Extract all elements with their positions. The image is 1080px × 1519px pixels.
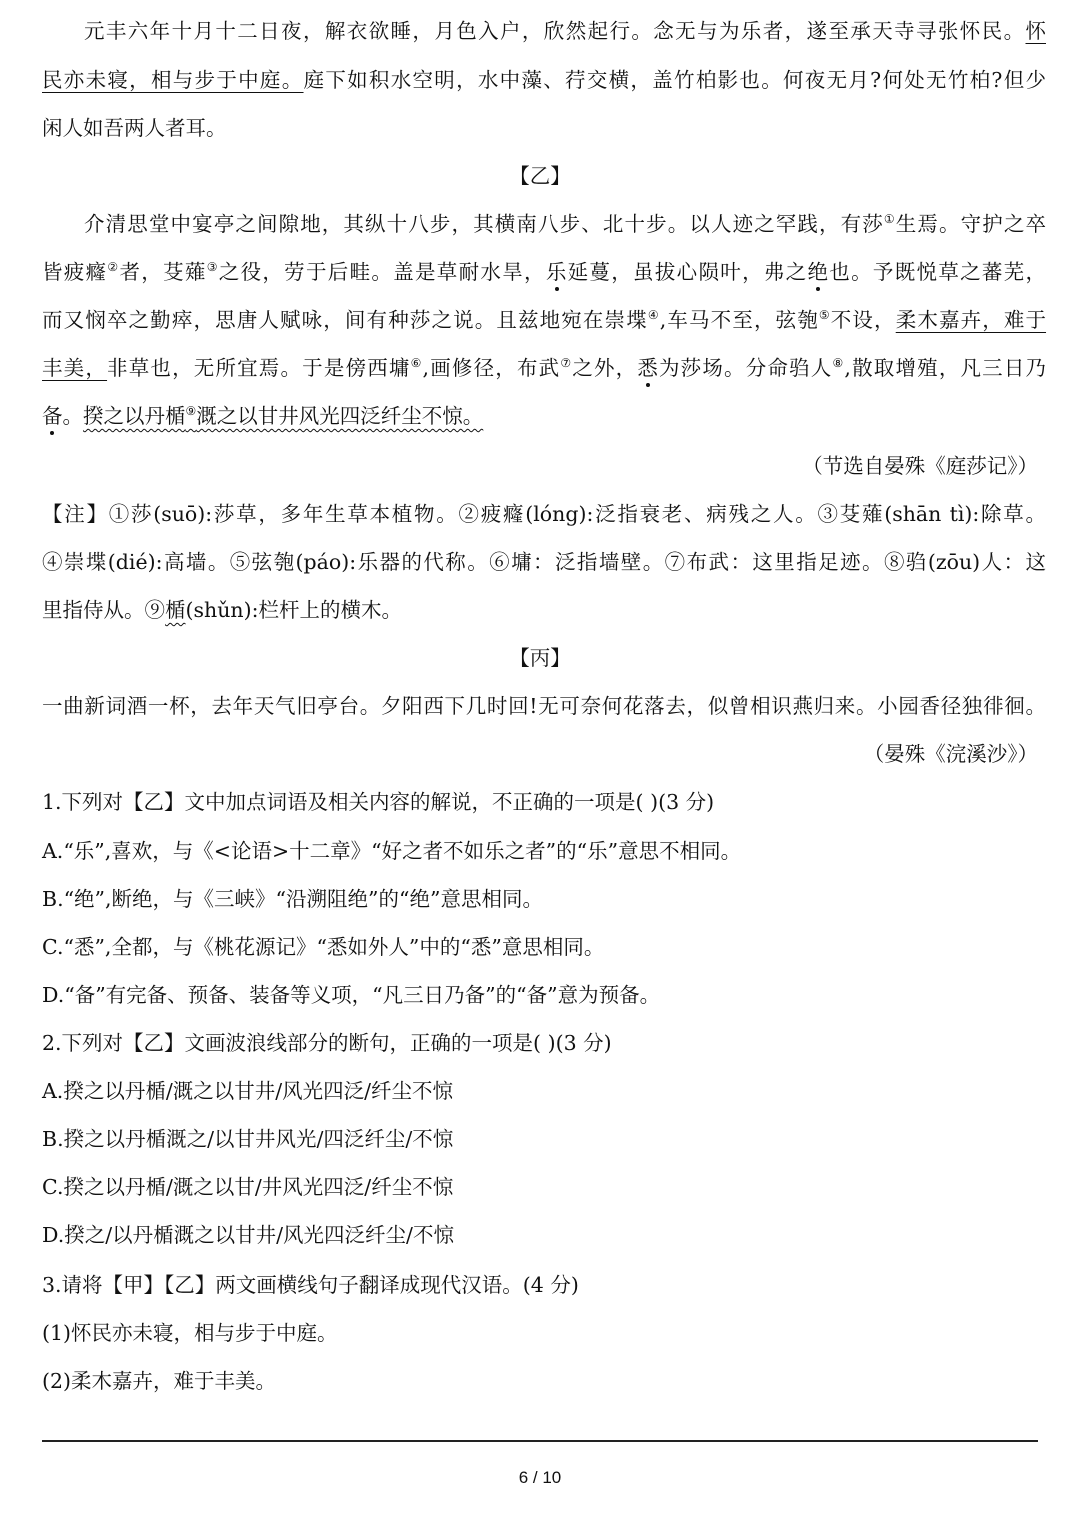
question-1-option-b: B.“绝”,断绝，与《三峡》“沿溯阻绝”的“绝”意思相同。 bbox=[42, 887, 543, 911]
passage-text: 者，芟薙 bbox=[119, 260, 207, 284]
footnote-marker: ② bbox=[107, 260, 120, 274]
passage-text: 延蔓，虽拔心陨叶，弗之 bbox=[567, 260, 808, 284]
underlined-sentence: 柔木嘉卉，难于 bbox=[895, 308, 1047, 332]
question-1-option-c: C.“悉”,全都，与《桃花源记》“悉如外人”中的“悉”意思相同。 bbox=[42, 935, 605, 959]
footnote-marker: ⑧ bbox=[832, 356, 845, 370]
passage-text: 庭下如积水空明，水中藻、荇交横，盖竹柏影也。何夜无月?何处无竹柏?但少 bbox=[303, 68, 1047, 92]
question-3: 3.请将【甲】【乙】两文画横线句子翻译成现代汉语。(4 分) bbox=[42, 1273, 579, 1297]
passage-text: 也。予既悦草之蕃芜， bbox=[829, 260, 1047, 284]
footnote-marker: ⑥ bbox=[410, 356, 423, 370]
dotted-word: 绝 bbox=[807, 260, 830, 284]
notes-text: 里指侍从。⑨ bbox=[42, 598, 165, 622]
passage-text: 而又悯卒之勤瘁，思唐人赋咏，间有种莎之说。且兹地宛在崇堞 bbox=[42, 308, 648, 332]
notes-text: ①莎(suō):莎草，多年生草本植物。②疲癃(lóng):泛指衰老、病残之人。③芟薙(shān tì):除草。 bbox=[108, 502, 1047, 526]
source-citation-bing: （晏殊《浣溪沙》） bbox=[863, 742, 1038, 766]
passage-text: ,车马不至，弦匏 bbox=[659, 308, 819, 332]
question-2-option-b: B.揆之以丹楯溉之/以甘井风光/四泛纤尘/不惊 bbox=[42, 1127, 454, 1151]
passage-jia-line-1 bbox=[84, 16, 1046, 46]
notes-label: 【注】 bbox=[42, 502, 109, 526]
passage-text: 之役，劳于后畦。盖是草耐水旱， bbox=[218, 260, 546, 284]
section-heading-yi: 【乙】 bbox=[509, 164, 571, 188]
notes-line-3 bbox=[42, 595, 1046, 625]
passage-text: ,画修径，布武 bbox=[422, 356, 561, 380]
passage-text: 之外， bbox=[572, 356, 638, 380]
passage-text: 。 bbox=[62, 404, 83, 428]
dotted-word: 备 bbox=[42, 404, 63, 428]
wavy-text: 溉之以甘井风光四泛纤尘不惊。 bbox=[196, 404, 484, 428]
question-1: 1.下列对【乙】文中加点词语及相关内容的解说，不正确的一项是( )(3 分) bbox=[42, 790, 715, 814]
footnote-marker: ① bbox=[883, 212, 896, 226]
passage-yi-line-1 bbox=[84, 209, 1046, 239]
passage-jia-line-2 bbox=[42, 65, 1046, 95]
underlined-sentence: 民亦未寝，相与步于中庭。 bbox=[42, 68, 304, 92]
footnote-marker: ⑦ bbox=[560, 356, 573, 370]
passage-text: 皆疲癃 bbox=[42, 260, 108, 284]
wavy-underlined-passage bbox=[83, 404, 483, 428]
passage-text: 生焉。守护之卒 bbox=[895, 212, 1047, 236]
passage-yi-line-2 bbox=[42, 257, 1046, 287]
wavy-text: 揆之以丹楯 bbox=[83, 404, 186, 428]
passage-jia-line-3: 闲人如吾两人者耳。 bbox=[42, 116, 227, 140]
wavy-underlined-char: 楯 bbox=[165, 598, 186, 622]
underlined-sentence: 丰美， bbox=[42, 356, 108, 380]
question-1-option-a: A.“乐”,喜欢，与《<论语>十二章》“好之者不如乐之者”的“乐”意思不相同。 bbox=[42, 839, 742, 863]
passage-text: 非草也，无所宜焉。于是傍西墉 bbox=[107, 356, 411, 380]
passage-text: ,散取增殖，凡三日乃 bbox=[844, 356, 1047, 380]
passage-text: 元丰六年十月十二日夜，解衣欲睡，月色入户，欣然起行。念无与为乐者，遂至承天寺寻张怀民。 bbox=[84, 19, 1026, 43]
question-3-item-1: (1)怀民亦未寝，相与步于中庭。 bbox=[42, 1321, 338, 1345]
question-2-option-c: C.揆之以丹楯/溉之以甘/井风光四泛/纤尘不惊 bbox=[42, 1175, 454, 1199]
notes-line-1 bbox=[42, 499, 1046, 529]
footnote-marker: ③ bbox=[206, 260, 219, 274]
page-number: 6 / 10 bbox=[518, 1468, 562, 1487]
section-heading-bing: 【丙】 bbox=[509, 646, 571, 670]
passage-yi-line-4 bbox=[42, 353, 1046, 383]
question-2-option-d: D.揆之/以丹楯溉之以甘井/风光四泛纤尘/不惊 bbox=[42, 1223, 454, 1247]
notes-text: (shǔn):栏杆上的横木。 bbox=[185, 598, 403, 622]
notes-line-2: ④崇堞(dié):高墙。⑤弦匏(páo):乐器的代称。⑥墉：泛指墙壁。⑦布武：这里指足迹。⑧驺(zōu)人：这 bbox=[42, 550, 1046, 574]
footer-divider bbox=[42, 1440, 1038, 1442]
footnote-marker: ⑤ bbox=[818, 308, 831, 322]
passage-text: 不设， bbox=[830, 308, 896, 332]
question-2: 2.下列对【乙】文画波浪线部分的断句，正确的一项是( )(3 分) bbox=[42, 1031, 612, 1055]
source-citation-yi: （节选自晏殊《庭莎记》） bbox=[802, 454, 1038, 478]
dotted-word: 悉 bbox=[637, 356, 659, 380]
question-2-option-a: A.揆之以丹楯/溉之以甘井/风光四泛/纤尘不惊 bbox=[42, 1079, 454, 1103]
footnote-marker: ⑨ bbox=[185, 404, 197, 418]
passage-yi-line-5 bbox=[42, 401, 1046, 431]
poem-text: 一曲新词酒一杯，去年天气旧亭台。夕阳西下几时回!无可奈何花落去，似曾相识燕归来。小园香径独徘徊。 bbox=[42, 694, 1046, 718]
question-3-item-2: (2)柔木嘉卉，难于丰美。 bbox=[42, 1369, 277, 1393]
dotted-word: 乐 bbox=[545, 260, 568, 284]
question-1-option-d: D.“备”有完备、预备、装备等义项，“凡三日乃备”的“备”意为预备。 bbox=[42, 983, 661, 1007]
passage-yi-line-3 bbox=[42, 305, 1046, 335]
passage-text: 介清思堂中宴亭之间隙地，其纵十八步，其横南八步、北十步。以人迹之罕践，有莎 bbox=[84, 212, 884, 236]
underlined-sentence: 怀 bbox=[1025, 19, 1046, 43]
footnote-marker: ④ bbox=[647, 308, 660, 322]
passage-text: 为莎场。分命驺人 bbox=[659, 356, 833, 380]
